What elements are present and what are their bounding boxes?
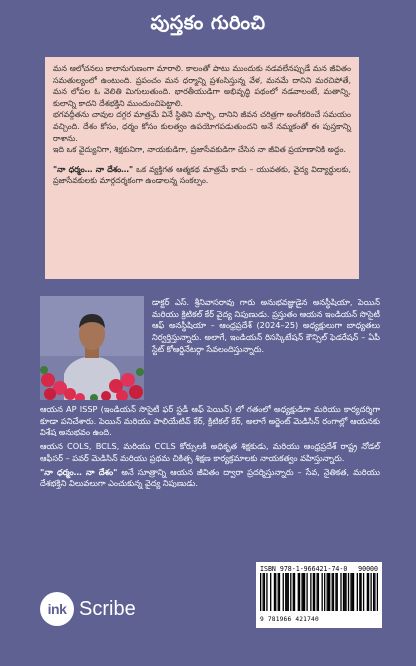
isbn-digits: 9 781966 421740	[260, 616, 319, 623]
author-quote	[40, 467, 380, 490]
author-quote-bold: "నా ధర్మం… నా దేశం"	[40, 466, 118, 477]
barcode-bar	[352, 573, 353, 611]
barcode-bar	[332, 573, 333, 611]
barcode-bar	[350, 573, 351, 611]
about-paragraph-2: భగవద్గీతను చావుల దగ్గర మాత్రమే వినే స్థితిని మార్చి, దానిని జీవన చరిత్రగా అంగీకరించే సమయం వచ్చింది. దేశం కోసం, ధర్మం కోసం కులత్వం ఉపయోగపడుతుందని అనే నమ్మకంతో ఈ పుస్తకాన్ని రాశాను.	[53, 110, 351, 143]
barcode-bar	[374, 573, 375, 611]
author-bio	[40, 404, 380, 490]
barcode-bar	[290, 573, 291, 611]
publisher-name: Scribe	[79, 597, 136, 620]
barcode-bar	[294, 573, 295, 611]
barcode-bar	[260, 573, 261, 611]
barcode-bar	[314, 573, 315, 611]
isbn-label: ISBN 978-1-966421-74-0	[260, 565, 348, 573]
author-photo	[40, 296, 144, 400]
page-title: పుస్తకం గురించి	[150, 12, 266, 34]
barcode-bar	[343, 573, 344, 611]
barcode-bar	[279, 573, 280, 611]
barcode-bar	[328, 573, 329, 611]
publisher-logo-mark: ink	[40, 592, 74, 626]
barcode-bar	[345, 573, 346, 611]
author-quote-rest: అనే సూత్రాన్ని ఆయన జీవితం ద్వారా ప్రదర్శిస్తున్నారు – సేవ, నైతికత, మరియు దేశభక్తిని విలువలుగా ఎంచుకున్న వైద్య నిపుణుడు.	[40, 466, 380, 489]
author-paragraph-1: ఆయన AP ISSP (ఇండియన్ సొసైటీ ఫర్ స్టడీ ఆఫ్ పెయిన్) లో గతంలో అధ్యక్షుడిగా మరియు కార్యదర్శిగా కూడా పనిచేశారు. పెయిన్ మరియు పాలియేటివ్ కేర్, క్రిటికల్ కేర్, అలాగే అర్జెంట్ మెడిసిన్ రంగాల్లో ఆయనకు విశేష అనుభవం ఉంది.	[40, 404, 381, 438]
barcode-bar	[263, 573, 264, 611]
barcode-bar	[360, 573, 361, 611]
barcode-bar	[278, 573, 279, 611]
barcode-bars	[260, 573, 378, 611]
barcode-bar	[313, 573, 314, 611]
barcode-bar	[264, 573, 265, 611]
about-quote-rest: ఒక వ్యక్తిగత ఆత్మకథ మాత్రమే కాదు – యువతకు, వైద్య విద్యార్థులకు, ప్రజాసేవకులకు మార్గదర్శకంగా ఉండాలన్న సంకల్పం.	[53, 164, 352, 186]
barcode-bar	[304, 573, 305, 611]
barcode-bar	[344, 573, 345, 611]
isbn-header	[260, 565, 378, 573]
barcode-bar	[373, 573, 374, 611]
barcode-bar	[353, 573, 354, 611]
barcode-bar	[274, 573, 275, 611]
barcode-bar	[337, 573, 338, 611]
barcode-bar	[318, 573, 319, 611]
barcode-bar	[367, 573, 368, 611]
author-intro: డాక్టర్ ఎస్. శ్రీనివాసరావు గారు అనుభవజ్ఞుడైన అనస్థీషియా, పెయిన్ మరియు క్రిటికల్ కేర్ వైద్య నిపుణుడు. ప్రస్తుతం ఆయన ఇండియన్ సొసైటీ ఆఫ్ అనస్థీషియా – ఆంధ్రప్రదేశ్ (2024–25) అధ్యక్షులుగా బాధ్యతలు నిర్వర్తిస్తున్నారు. అలాగే, ఇండియన్ రిసస్కిటేషన్ కౌన్సిల్ ఫెడరేషన్ – ఏపీ స్టేట్ కోఆర్డినేటర్గా సేవలందిస్తున్నారు.	[152, 297, 380, 354]
barcode-bar	[270, 573, 271, 611]
barcode-bar	[322, 573, 323, 611]
about-paragraph-1: మన ఆలోచనలు కాలానుగుణంగా మారాలి. కాలంతో పాటు ముందుకు నడవలేనప్పుడే మన జీవితం సమతుల్యంలో ఉంటుంది. ప్రపంచం మన ధర్మాన్ని ప్రశంసిస్తున్న వేళ, మనమే దానిని మరచిపోతే, మన లోపల ఓ వెలితి మిగులుతుంది. భారతీయుడిగా అభివృద్ధి పథంలో నడవాలంటే, మతాన్ని, కులాన్ని కాదని దేశభక్తిని ముందుంచిపెట్టాలి.	[53, 64, 351, 108]
barcode-bar	[301, 573, 302, 611]
author-paragraph-2: ఆయన COLS, BCLS, మరియు CCLS కోర్సులకి అధికృత శిక్షకుడు, మరియు ఆంధ్రప్రదేశ్ రాష్ట్ర నోడల్ ఆఫీసర్ – పవర్ మెడిసిన్ మరియు ప్రథమ చికిత్స శిక్షణ కార్యక్రమాలకు నాయకత్వం వహిస్తున్నారు.	[40, 441, 380, 463]
barcode-bar	[303, 573, 304, 611]
barcode-bar	[327, 573, 328, 611]
barcode-bar	[368, 573, 369, 611]
barcode-bar	[363, 573, 364, 611]
barcode-bar	[340, 573, 341, 611]
barcode-bar	[298, 573, 299, 611]
barcode-bar	[348, 573, 349, 611]
barcode-bar	[333, 573, 334, 611]
barcode-bar	[288, 573, 289, 611]
barcode-bar	[310, 573, 311, 611]
barcode-bar	[316, 573, 317, 611]
isbn-barcode	[256, 562, 382, 628]
publisher-logo	[40, 592, 136, 626]
barcode-bar	[293, 573, 294, 611]
barcode-bar	[275, 573, 276, 611]
barcode-bar	[286, 573, 287, 611]
barcode-bar	[377, 573, 378, 611]
barcode-bar	[370, 573, 371, 611]
barcode-bar	[324, 573, 325, 611]
barcode-bar	[299, 573, 300, 611]
barcode-bar	[357, 573, 358, 611]
barcode-bar	[283, 573, 284, 611]
isbn-price-code: 90000	[358, 565, 378, 573]
barcode-bar	[329, 573, 330, 611]
barcode-bar	[266, 573, 267, 611]
about-book-box	[45, 57, 359, 279]
barcode-bar	[306, 573, 307, 611]
about-quote-bold: "నా ధర్మం… నా దేశం…"	[53, 164, 134, 174]
about-quote	[53, 164, 351, 187]
barcode-bar	[285, 573, 286, 611]
about-paragraph-3: ఇది ఒక వైద్యునిగా, శిక్షకునిగా, నాయకుడిగా, ప్రజాసేవకుడిగా చేసిన నా జీవిత ప్రయాణానికి అద్దం.	[53, 145, 347, 155]
barcode-bar	[335, 573, 336, 611]
barcode-bar	[359, 573, 360, 611]
